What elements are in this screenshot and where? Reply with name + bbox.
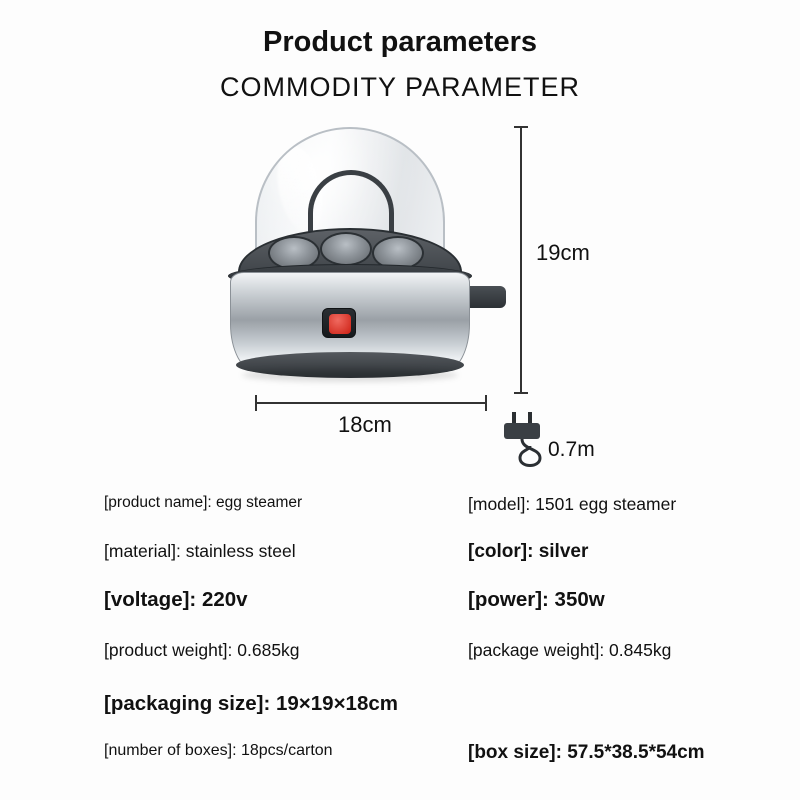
spec-product-weight: [product weight]: 0.685kg [104,640,300,660]
spec-box-size: [box size]: 57.5*38.5*54cm [468,742,705,763]
spec-voltage: [voltage]: 220v [104,588,248,611]
height-dimension-line [520,126,522,394]
drop-shadow [242,368,458,382]
spec-model: [model]: 1501 egg steamer [468,494,677,514]
height-dimension-label: 19cm [536,240,590,265]
spec-number-of-boxes: [number of boxes]: 18pcs/carton [104,742,333,759]
egg-slot [320,232,372,266]
power-cord-illustration [500,410,640,480]
width-dimension-label: 18cm [338,412,392,437]
specification-list [0,494,800,794]
page-subtitle: COMMODITY PARAMETER [219,72,581,102]
side-spout [466,286,506,308]
spec-power: [power]: 350w [468,588,605,611]
spec-packaging-size: [packaging size]: 19×19×18cm [104,692,398,715]
spec-package-weight: [package weight]: 0.845kg [468,640,672,660]
power-switch [322,308,356,338]
spec-product-name: [product name]: egg steamer [104,494,303,511]
spec-material: [material]: stainless steel [104,541,296,561]
cord-length-label: 0.7m [548,438,595,461]
width-dimension-line [255,402,487,404]
product-illustration [150,120,650,480]
spec-color: [color]: silver [468,541,589,562]
page-title: Product parameters [263,26,537,58]
